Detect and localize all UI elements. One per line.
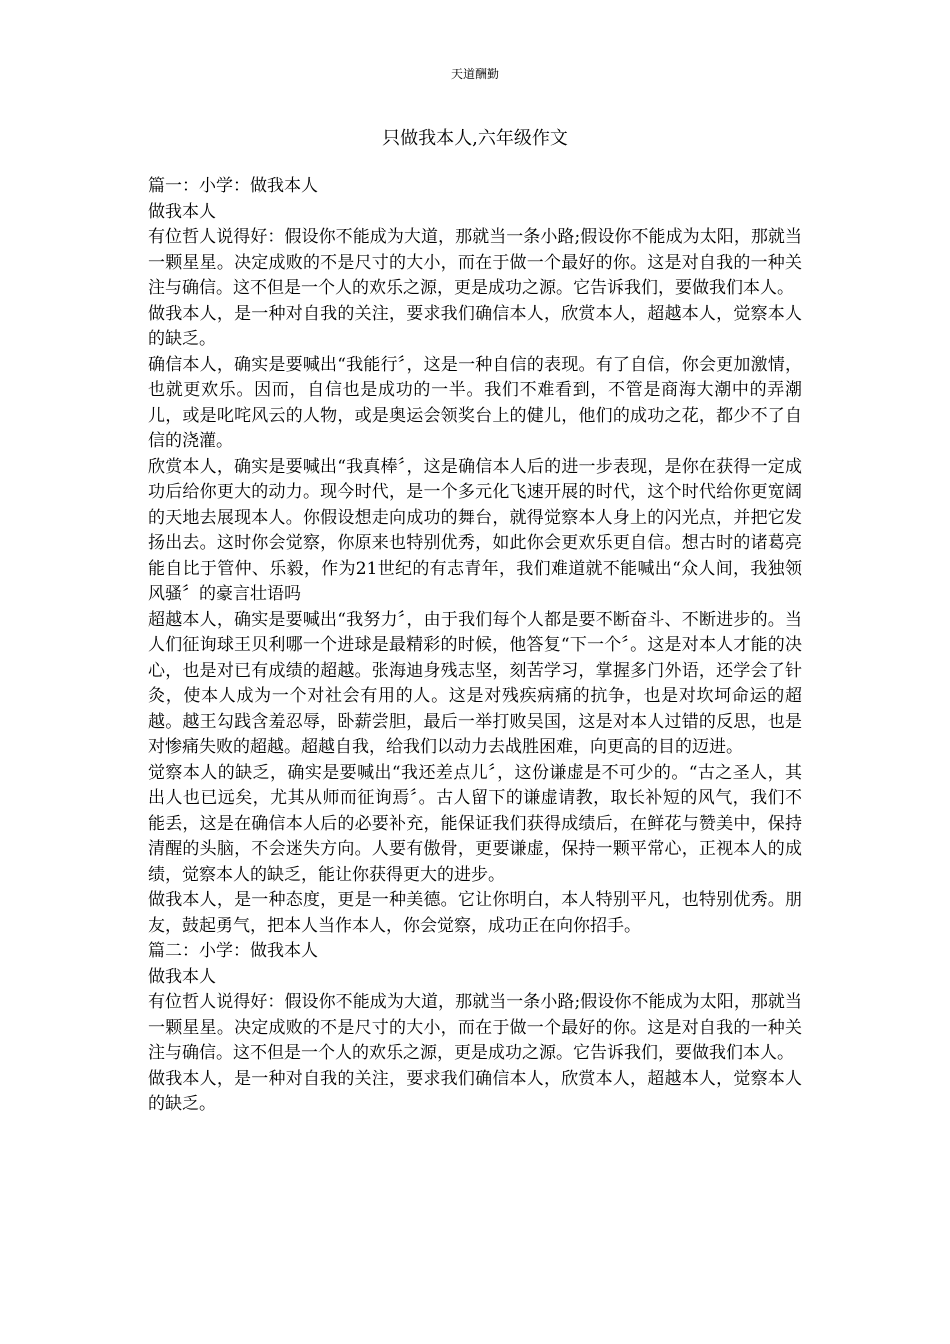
- paragraph: 欣赏本人，确实是要喊出“我真棒〞，这是确信本人后的进一步表现，是你在获得一定成功后给你更大的动力。现今时代，是一个多元化飞速开展的时代，这个时代给你更宽阔的天地去展现本人。你假设想走向成功的舞台，就得觉察本人身上的闪光点，并把它发扬出去。这时你会觉察，你原来也特别优秀，如此你会更欢乐更自信。想古时的诸葛亮能自比于管仲、乐毅，作为21世纪的有志青年，我们难道就不能喊出“众人间，我独领风骚〞的豪言壮语吗: [148, 456, 802, 604]
- paragraph: 做我本人，是一种对自我的关注，要求我们确信本人，欣赏本人，超越本人，觉察本人的缺乏。: [148, 303, 802, 349]
- paragraph: 有位哲人说得好：假设你不能成为大道，那就当一条小路;假设你不能成为太阳，那就当一颗星星。决定成败的不是尺寸的大小，而在于做一个最好的你。这是对自我的一种关注与确信。这不但是一个人的欢乐之源，更是成功之源。它告诉我们，要做我们本人。: [148, 992, 802, 1063]
- paragraph: 做我本人，是一种对自我的关注，要求我们确信本人，欣赏本人，超越本人，觉察本人的缺乏。: [148, 1068, 802, 1114]
- paragraph: 做我本人，是一种态度，更是一种美德。它让你明白，本人特别平凡，也特别优秀。朋友，鼓起勇气，把本人当作本人，你会觉察，成功正在向你招手。: [148, 890, 802, 936]
- paragraph: 确信本人，确实是要喊出“我能行〞，这是一种自信的表现。有了自信，你会更加激情，也就更欢乐。因而，自信也是成功的一半。我们不难看到，不管是商海大潮中的弄潮儿，或是叱咤风云的人物，或是奥运会领奖台上的健儿，他们的成功之花，都少不了自信的浇灌。: [148, 354, 802, 451]
- paragraph: 超越本人，确实是要喊出“我努力〞，由于我们每个人都是要不断奋斗、不断进步的。当人们征询球王贝利哪一个进球是最精彩的时候，他答复“下一个〞。这是对本人才能的决心，也是对已有成绩的超越。张海迪身残志坚，刻苦学习，掌握多门外语，还学会了针灸，使本人成为一个对社会有用的人。这是对残疾病痛的抗争，也是对坎坷命运的超越。越王勾践含羞忍辱，卧薪尝胆，最后一举打败吴国，这是对本人过错的反思，也是对惨痛失败的超越。超越自我，给我们以动力去战胜困难，向更高的目的迈进。: [148, 609, 802, 757]
- document-body: [148, 174, 802, 1118]
- paragraph: 有位哲人说得好：假设你不能成为大道，那就当一条小路;假设你不能成为太阳，那就当一颗星星。决定成败的不是尺寸的大小，而在于做一个最好的你。这是对自我的一种关注与确信。这不但是一个人的欢乐之源，更是成功之源。它告诉我们，要做我们本人。: [148, 227, 802, 298]
- section-heading: 篇二：小学：做我本人: [148, 941, 318, 961]
- paragraph: 觉察本人的缺乏，确实是要喊出“我还差点儿〞，这份谦虚是不可少的。“古之圣人，其出人也已远矣，尤其从师而征询焉〞。古人留下的谦虚请教，取长补短的风气，我们不能丢，这是在确信本人后的必要补充，能保证我们获得成绩后，在鲜花与赞美中，保持清醒的头脑，不会迷失方向。人要有傲骨，更要谦虚，保持一颗平常心，正视本人的成绩，觉察本人的缺乏，能让你获得更大的进步。: [148, 762, 802, 885]
- document-title: 只做我本人,六年级作文: [382, 128, 568, 149]
- subtitle: 做我本人: [148, 966, 216, 987]
- section-heading: 篇一：小学：做我本人: [148, 176, 318, 196]
- page-header: 天道酬勤: [450, 67, 499, 81]
- subtitle: 做我本人: [148, 201, 216, 222]
